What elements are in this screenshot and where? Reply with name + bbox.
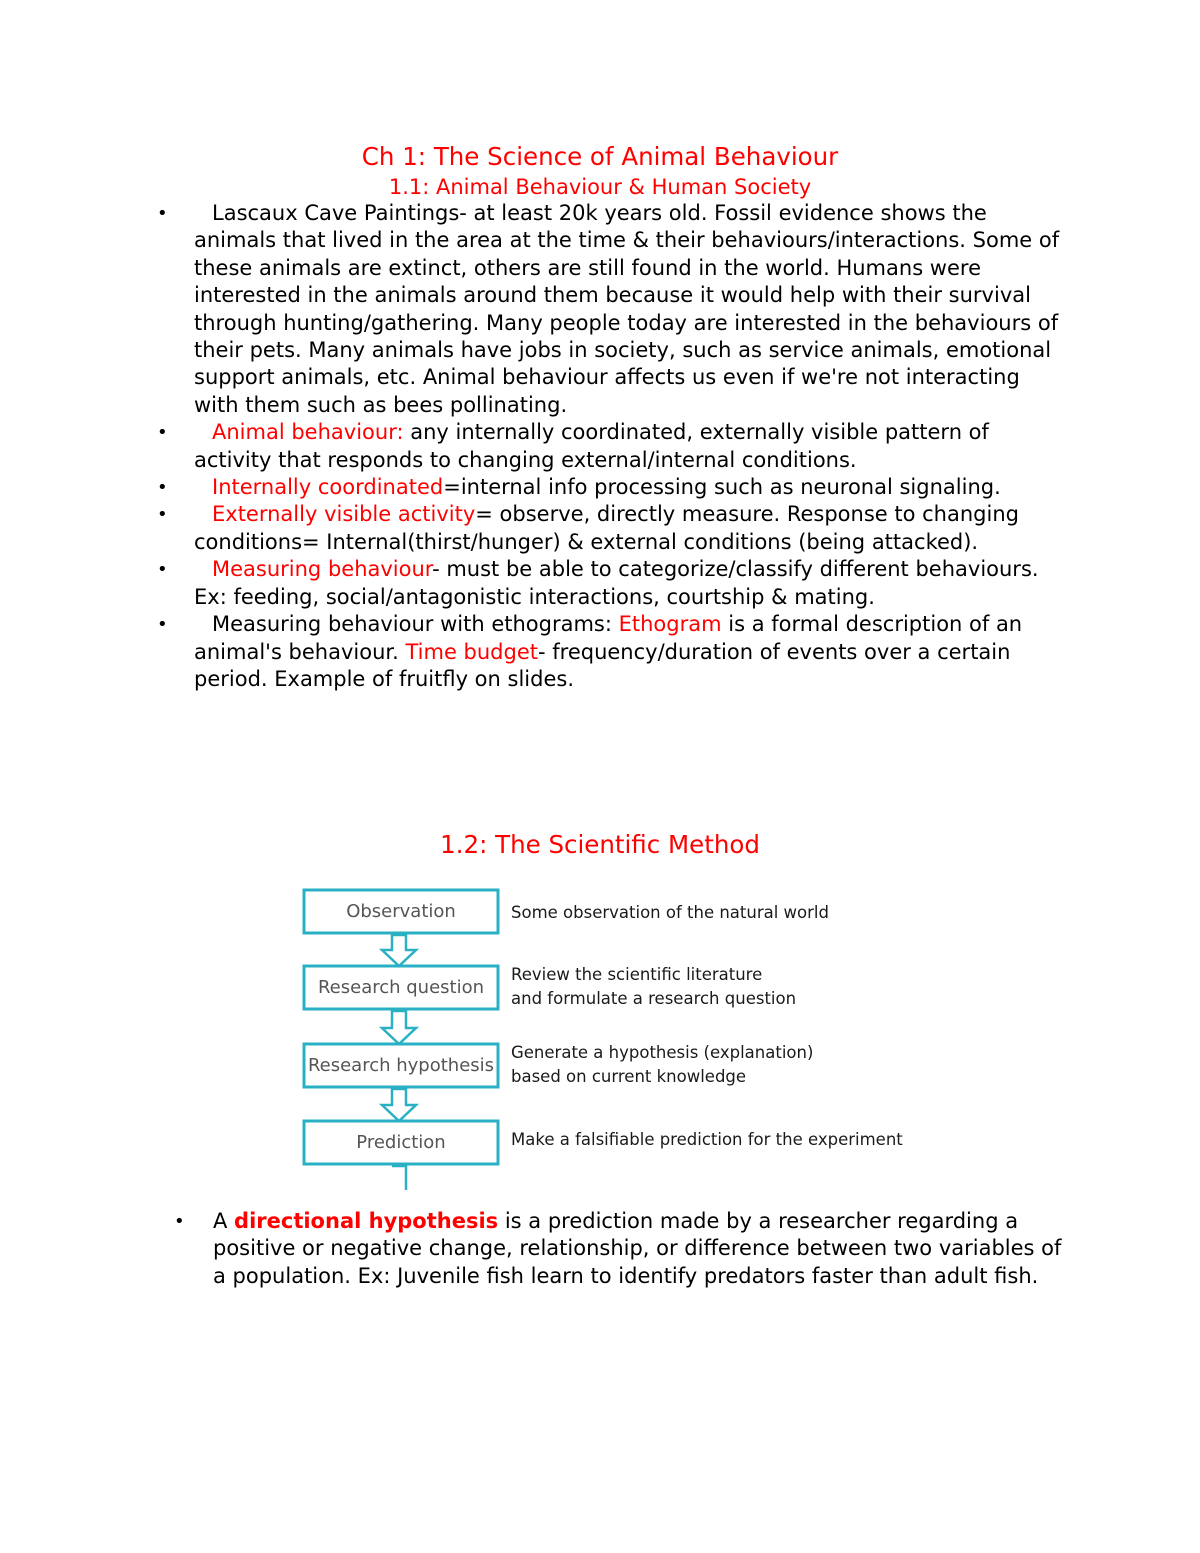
bullet-icon: • [174,1211,185,1232]
flow-label-research-question: Research question [317,977,485,998]
flow-desc-research-question: Review the scientific literature and formulate a research question [511,965,797,1008]
bullet-icon: • [157,422,168,444]
flow-label-research-hypothesis: Research hypothesis [307,1055,495,1076]
bullet-icon: • [157,559,168,581]
bullet-list-1-1 [0,200,1200,693]
page-title: Ch 1: The Science of Animal Behaviour [361,142,839,171]
bullet-text: Measuring behaviour with ethograms: [212,612,619,637]
bullet-text: - frequency/duration of events over a certain period. Example of fruitfly on slides. [194,639,1011,691]
flow-desc-research-hypothesis: Generate a hypothesis (explanation) based on current knowledge [511,1043,814,1086]
term-internally-coordinated: Internally coordinated [212,475,444,500]
flow-arrow-2 [382,1011,416,1044]
list-item [0,474,1200,501]
section-1-2-heading: 1.2: The Scientific Method [440,830,760,859]
flow-desc-prediction: Make a falsifiable prediction for the experiment [511,1130,903,1149]
bullet-text: =internal info processing such as neuronal signaling. [443,475,1001,500]
flow-arrow-4 [392,1166,406,1190]
list-item [0,200,1200,419]
term-animal-behaviour: Animal behaviour: [212,420,404,445]
list-item [0,419,1200,474]
bullet-icon: • [157,203,168,224]
term-time-budget: Time budget [405,639,538,664]
term-ethogram: Ethogram [618,612,722,637]
list-item [0,611,1200,693]
flow-desc-observation: Some observation of the natural world [511,903,829,922]
flow-label-prediction: Prediction [356,1132,446,1153]
bullet-icon: • [157,504,168,526]
list-item [0,556,1200,611]
bullet-icon: • [157,477,168,499]
flow-arrow-1 [382,935,416,966]
flow-arrow-3 [382,1089,416,1121]
bullet-text: - must be able to categorize/classify different behaviours. Ex: feeding, social/antagonistic interactions, courtship & mating. [194,557,1039,609]
bullet-text: Lascaux Cave Paintings- at least 20k years old. Fossil evidence shows the animals that lived in the area at the time & their behaviours/interactions. Some of these animals are extinct, others are still found in the world. Humans were interested in the animals around them because it would help with their survival through hunting/gathering. Many people today are interested in the behaviours of their pets. Many animals have jobs in society, such as service animals, emotional support animals, etc. Animal behaviour affects us even if we're not interacting with them such as bees pollinating. [194,201,1060,417]
scientific-method-flowchart [295,880,935,1192]
bullet-text: any internally coordinated, externally visible pattern of activity that responds to changing external/internal conditions. [194,420,989,472]
bullet-icon: • [157,614,168,636]
term-measuring-behaviour: Measuring behaviour [212,557,433,582]
list-item [0,501,1200,556]
bullet-text: = observe, directly measure. Response to changing conditions= Internal(thirst/hunger) & external conditions (being attacked). [194,502,1019,554]
term-directional-hypothesis: directional hypothesis [234,1209,499,1233]
section-1-1-heading: 1.1: Animal Behaviour & Human Society [388,175,812,199]
term-externally-visible-activity: Externally visible activity [212,502,476,527]
bullet-text: is a formal description of an animal's behaviour. [194,612,1023,664]
bullet-text: A directional hypothesis is a prediction made by a researcher regarding a positive or negative change, relationship, or difference between two variables of a population. Ex: Juvenile fish learn to identify predators faster than adult fish. [213,1209,1062,1288]
flow-label-observation: Observation [346,901,456,922]
